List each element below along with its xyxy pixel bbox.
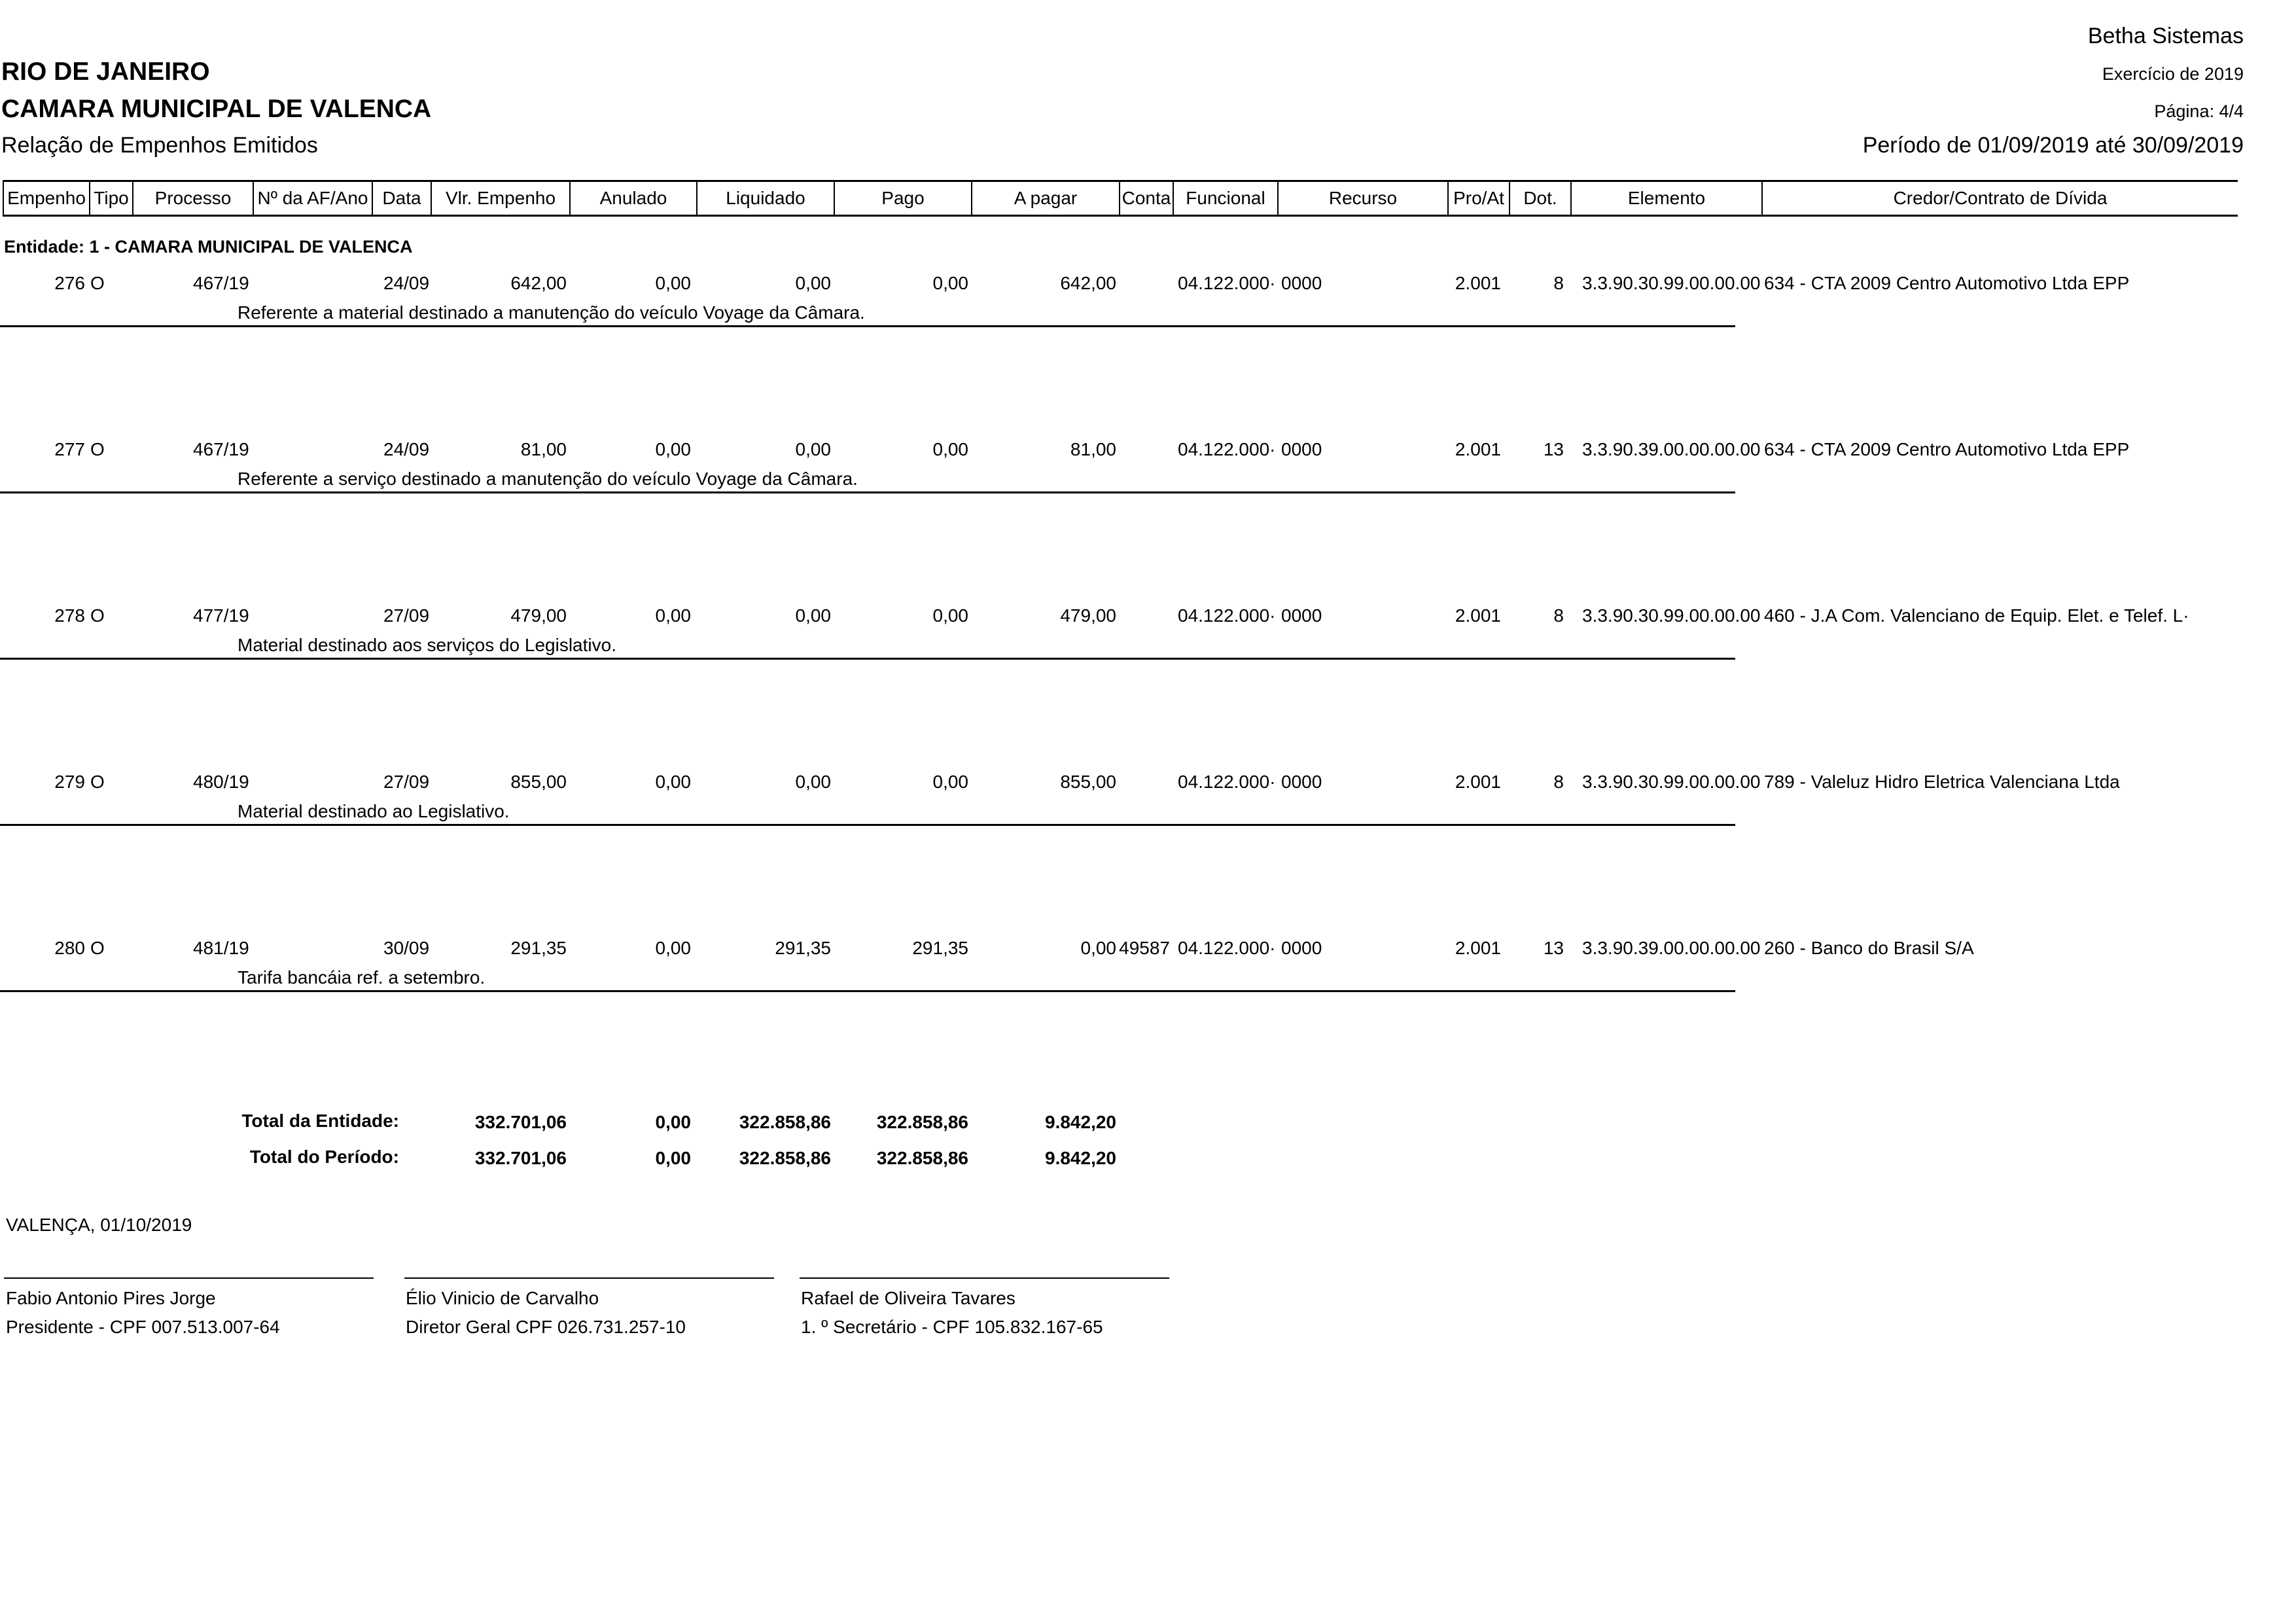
row-recurso: 0000 <box>1281 772 1322 792</box>
row-elemento: 3.3.90.30.99.00.00.00 <box>1582 605 1761 626</box>
total-anulado: 0,00 <box>655 1112 691 1132</box>
row-proat: 2.001 <box>1455 273 1501 293</box>
place-date: VALENÇA, 01/10/2019 <box>6 1215 192 1235</box>
total-vlr: 332.701,06 <box>474 1112 567 1132</box>
col-empenho: Empenho <box>7 188 86 208</box>
row-funcional: 04.122.000· <box>1178 605 1276 626</box>
row-data: 30/09 <box>383 938 430 958</box>
col-dot: Dot. <box>1523 188 1557 208</box>
company-name: Betha Sistemas <box>2087 24 2244 48</box>
row-credor: 460 - J.A Com. Valenciano de Equip. Elet. e Telef. L· <box>1764 605 2189 626</box>
col-conta: Conta <box>1122 188 1171 208</box>
row-descricao: Referente a material destinado a manutenção do veículo Voyage da Câmara. <box>238 302 865 323</box>
total-vlr: 332.701,06 <box>474 1148 567 1168</box>
row-liquidado: 0,00 <box>795 772 831 792</box>
row-empenho: 278 <box>54 605 85 626</box>
row-credor: 789 - Valeluz Hidro Eletrica Valenciana Ltda <box>1764 772 2120 792</box>
col-funcional: Funcional <box>1186 188 1265 208</box>
row-descricao: Referente a serviço destinado a manutenção do veículo Voyage da Câmara. <box>238 469 858 489</box>
row-processo: 467/19 <box>193 273 249 293</box>
row-credor: 634 - CTA 2009 Centro Automotivo Ltda EPP <box>1764 439 2130 459</box>
row-processo: 477/19 <box>193 605 249 626</box>
total-apagar: 9.842,20 <box>1045 1112 1116 1132</box>
row-separator <box>0 824 1735 826</box>
signature-role: Diretor Geral CPF 026.731.257-10 <box>406 1317 686 1337</box>
row-data: 27/09 <box>383 772 430 792</box>
signature-role: 1. º Secretário - CPF 105.832.167-65 <box>801 1317 1103 1337</box>
row-apagar: 642,00 <box>1060 273 1116 293</box>
row-dot: 8 <box>1553 273 1564 293</box>
entity-name: CAMARA MUNICIPAL DE VALENCA <box>1 95 432 123</box>
page-number: Página: 4/4 <box>2154 101 2244 121</box>
row-vlr: 642,00 <box>510 273 567 293</box>
signature-line <box>800 1277 1169 1279</box>
row-apagar: 855,00 <box>1060 772 1116 792</box>
row-elemento: 3.3.90.30.99.00.00.00 <box>1582 772 1761 792</box>
row-funcional: 04.122.000· <box>1178 273 1276 293</box>
col-elemento: Elemento <box>1627 188 1706 208</box>
row-empenho: 280 <box>54 938 85 958</box>
row-proat: 2.001 <box>1455 938 1501 958</box>
col-tipo: Tipo <box>94 188 129 208</box>
row-funcional: 04.122.000· <box>1178 938 1276 958</box>
row-empenho: 276 <box>54 273 85 293</box>
row-apagar: 479,00 <box>1060 605 1116 626</box>
col-data: Data <box>382 188 421 208</box>
row-funcional: 04.122.000· <box>1178 439 1276 459</box>
report-period: Período de 01/09/2019 até 30/09/2019 <box>1862 133 2244 158</box>
col-pago: Pago <box>881 188 925 208</box>
row-dot: 13 <box>1543 938 1564 958</box>
row-descricao: Tarifa bancáia ref. a setembro. <box>238 967 486 988</box>
row-vlr: 291,35 <box>510 938 567 958</box>
col-recurso: Recurso <box>1328 188 1398 208</box>
col-af-ano: Nº da AF/Ano <box>257 188 368 208</box>
row-liquidado: 0,00 <box>795 605 831 626</box>
total-label: Total do Período: <box>249 1147 399 1167</box>
total-liquidado: 322.858,86 <box>739 1112 831 1132</box>
row-anulado: 0,00 <box>655 605 691 626</box>
row-apagar: 0,00 <box>1080 938 1116 958</box>
col-vlr-empenho: Vlr. Empenho <box>445 188 556 208</box>
row-separator <box>0 325 1735 327</box>
row-processo: 480/19 <box>193 772 249 792</box>
signature-role: Presidente - CPF 007.513.007-64 <box>6 1317 280 1337</box>
row-recurso: 0000 <box>1281 605 1322 626</box>
col-liquidado: Liquidado <box>726 188 805 208</box>
row-descricao: Material destinado ao Legislativo. <box>238 801 510 821</box>
row-dot: 8 <box>1553 605 1564 626</box>
row-processo: 481/19 <box>193 938 249 958</box>
row-anulado: 0,00 <box>655 772 691 792</box>
row-proat: 2.001 <box>1455 772 1501 792</box>
row-dot: 13 <box>1543 439 1564 459</box>
row-apagar: 81,00 <box>1070 439 1116 459</box>
col-anulado: Anulado <box>599 188 667 208</box>
row-recurso: 0000 <box>1281 439 1322 459</box>
row-conta: 49587 <box>1119 938 1170 958</box>
signature-name: Fabio Antonio Pires Jorge <box>6 1288 216 1308</box>
row-vlr: 81,00 <box>520 439 567 459</box>
row-anulado: 0,00 <box>655 439 691 459</box>
row-tipo: O <box>90 273 105 293</box>
row-pago: 0,00 <box>932 439 968 459</box>
total-label: Total da Entidade: <box>241 1111 399 1131</box>
row-funcional: 04.122.000· <box>1178 772 1276 792</box>
row-pago: 291,35 <box>912 938 968 958</box>
row-vlr: 855,00 <box>510 772 567 792</box>
signature-name: Rafael de Oliveira Tavares <box>801 1288 1016 1308</box>
total-pago: 322.858,86 <box>876 1148 968 1168</box>
row-elemento: 3.3.90.30.99.00.00.00 <box>1582 273 1761 293</box>
row-data: 24/09 <box>383 439 430 459</box>
row-tipo: O <box>90 605 105 626</box>
row-pago: 0,00 <box>932 772 968 792</box>
row-recurso: 0000 <box>1281 938 1322 958</box>
column-header-row <box>3 180 2238 217</box>
row-data: 27/09 <box>383 605 430 626</box>
col-a-pagar: A pagar <box>1014 188 1078 208</box>
row-empenho: 279 <box>54 772 85 792</box>
entity-label: Entidade: 1 - CAMARA MUNICIPAL DE VALENCA <box>4 237 413 257</box>
signature-line <box>4 1277 374 1279</box>
exercise-year: Exercício de 2019 <box>2102 64 2244 84</box>
row-pago: 0,00 <box>932 273 968 293</box>
col-processo: Processo <box>154 188 232 208</box>
row-descricao: Material destinado aos serviços do Legislativo. <box>238 635 616 655</box>
row-credor: 634 - CTA 2009 Centro Automotivo Ltda EPP <box>1764 273 2130 293</box>
row-vlr: 479,00 <box>510 605 567 626</box>
row-separator <box>0 990 1735 992</box>
total-pago: 322.858,86 <box>876 1112 968 1132</box>
row-separator <box>0 658 1735 660</box>
signature-line <box>404 1277 774 1279</box>
row-liquidado: 0,00 <box>795 273 831 293</box>
row-proat: 2.001 <box>1455 605 1501 626</box>
total-apagar: 9.842,20 <box>1045 1148 1116 1168</box>
row-anulado: 0,00 <box>655 273 691 293</box>
row-liquidado: 291,35 <box>775 938 831 958</box>
row-dot: 8 <box>1553 772 1564 792</box>
row-data: 24/09 <box>383 273 430 293</box>
total-anulado: 0,00 <box>655 1148 691 1168</box>
row-processo: 467/19 <box>193 439 249 459</box>
state-name: RIO DE JANEIRO <box>1 58 210 86</box>
row-liquidado: 0,00 <box>795 439 831 459</box>
row-empenho: 277 <box>54 439 85 459</box>
row-elemento: 3.3.90.39.00.00.00.00 <box>1582 938 1761 958</box>
total-liquidado: 322.858,86 <box>739 1148 831 1168</box>
row-recurso: 0000 <box>1281 273 1322 293</box>
col-credor: Credor/Contrato de Dívida <box>1893 188 2108 208</box>
row-credor: 260 - Banco do Brasil S/A <box>1764 938 1974 958</box>
signature-name: Élio Vinicio de Carvalho <box>406 1288 599 1308</box>
row-tipo: O <box>90 772 105 792</box>
row-elemento: 3.3.90.39.00.00.00.00 <box>1582 439 1761 459</box>
row-pago: 0,00 <box>932 605 968 626</box>
row-separator <box>0 491 1735 493</box>
report-title: Relação de Empenhos Emitidos <box>1 133 318 158</box>
row-tipo: O <box>90 439 105 459</box>
row-anulado: 0,00 <box>655 938 691 958</box>
col-pro-at: Pro/At <box>1453 188 1504 208</box>
row-proat: 2.001 <box>1455 439 1501 459</box>
row-tipo: O <box>90 938 105 958</box>
